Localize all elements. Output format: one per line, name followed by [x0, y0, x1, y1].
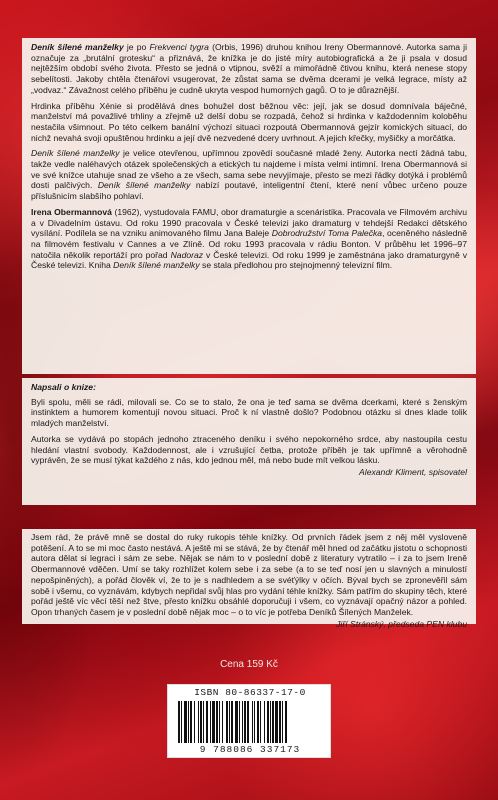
intro-paragraph: Deník šílené manželky je po Frekvenci tygra (Orbis, 1996) druhou knihou Ireny Obermannové. Autorka sama ji označuje za „brutální grotesku“ a přiznává, že knížka je do jisté míry autobiografická a že ji psala v dosud nejtěžším období svého života. Přesto se jedná o vtipnou, svěží a mimořádně čtivou knihu, která nenese stopy sebelítosti. Jakoby chtěla čtenářovi vsugerovat, že zůstat sama se dvěma dcerami je velká legrace, místy až „vodvaz.“ Závažnost celého příběhu je cudně ukryta vespod humorných gagů. O to je důraznější. — [31, 42, 467, 95]
isbn-number: ISBN 80-86337-17-0 — [194, 687, 306, 698]
review-paragraph: Byli spolu, měli se rádi, milovali se. Co se to stalo, že ona je teď sama se dvěma dcerkami, které s ženským instinktem a humorem komentují novou situaci. Proč k ní vlastně došlo? Podobnou otázku si dnes klade tolik mladých manželství. — [31, 396, 467, 429]
price-label: Cena 159 Kč — [220, 659, 278, 670]
description-panel — [22, 38, 476, 374]
plot-paragraph: Hrdinka příběhu Xénie si prodělává dnes bohužel dost běžnou věc: její, jak se dosud domnívala báječné, manželství má považlivé trhliny a zřejmě už delší dobu se rozpadá, čehož si hrdinka v každodenním koloběhu nestačila všimnout. Po této celkem banální výchozí situaci rozpoutá Obermannová gejzír komických situací, do nichž nevahá svoji opuštěnou hrdinku a její dvě nezvedené dcery uvrhnout. A jejich křečky, myšičky a morčátka. — [31, 100, 467, 143]
author-bio-paragraph: Irena Obermannová (1962), vystudovala FAMU, obor dramaturgie a scenáristika. Pracovala ve Filmovém archivu a v Divadelním ústavu. Od roku 1990 pracovala v České televizi jako dramaturg v tehdejší Redakci dětského vysílání. Podílela se na vzniku animovaného filmu Jana Baleje Dobrodružství Toma Palečka, oceněného následně na filmovém festivalu v Cannes a ve Zlíně. Od roku 1993 pracovala v rádiu Bonton. V průběhu let 1996–97 natočila několik reportáží pro pořad Nadoraz v České televizi. Od roku 1999 je zaměstnána jako dramaturgyně v České televizi. Kniha Deník šílené manželky se stala předlohou pro stejnojmenný televizní film. — [31, 206, 468, 271]
theme-paragraph: Deník šílené manželky je velice otevřenou, upřímnou zpovědí současné mladé ženy. Autorka nectí žádná tabu, takže vedle naléhavých otázek společenských a etických tu najdeme i místa velmi intimní. Irena Obermannová si ve své knížce utahuje snad ze všeho a ze všech, sama sebe nevyjímaje, přesto se mezi řádky dotýká i problémů dosti palčivých. Deník šílené manželky nabízí poutavé, inteligentní čtení, které není vůbec určeno pouze příslušnicím slabšího pohlaví. — [31, 148, 467, 202]
reviews-heading: Napsali o knize: — [31, 382, 96, 392]
author-name: Irena Obermannová — [31, 206, 112, 217]
previous-book-title: Frekvenci tygra — [149, 42, 209, 52]
endorsement-signature: Jiří Stránský, předseda PEN klubu — [336, 618, 467, 629]
review-signature: Alexandr Kliment, spisovatel — [359, 466, 467, 477]
endorsement-paragraph: Jsem rád, že právě mně se dostal do ruky rukopis téhle knížky. Od prvních řádek jsem z něj měl vysloveně potěšení. A to se mi moc často nestává. A ještě mi se stává, že by čtenář měl hned od začátku jistotu o schopnosti autora dělat si legraci i sám ze sebe. Nějak se nám to v poslední době z literatury vytratilo – i za to jsem Ireně Obermannové vděčen. Umí se taky rozhlížet kolem sebe i za sebe (a to se teď nosí jen u slavných a minulostí nepošpiněných), a pořád člověk ví, že to je s nadhledem a se svéťýlky v očích. Býval bych se zpronevěřil sám sobě i všemu, co vyznávám, kdybych nepřidal svůj hlas pro vydání téhle knížky. Sám patřím do skupiny těch, které pořád ještě víc věcí těší než štve, přesto knížku obsáhlé doporučuji i všem, co vyznávají opačný názor a pohled. Opon trhaných časem je v poslední době nějak moc – o to víc je potřeba Deníků Šílených Manželek. — [31, 532, 467, 617]
book-title: Deník šílené manželky — [31, 42, 124, 52]
barcode-bars — [178, 701, 322, 745]
review-paragraph: Autorka se vydává po stopách jednoho ztraceného deníku i svého nepokorného srdce, aby nastoupila cestu hledání vlastní svobody. Každodennost, ale i vzrušující četba, protože příběh je tak upřímně a věrohodně vyprávěn, že se musí týkat každého z nás, kdo jednou měl, má nebo bude mít velkou lásku. — [31, 433, 467, 466]
ean-number: 9 788086 337173 — [199, 744, 301, 755]
reviews-panel — [22, 378, 476, 505]
isbn-barcode — [167, 684, 331, 758]
endorsement-panel — [22, 529, 476, 629]
